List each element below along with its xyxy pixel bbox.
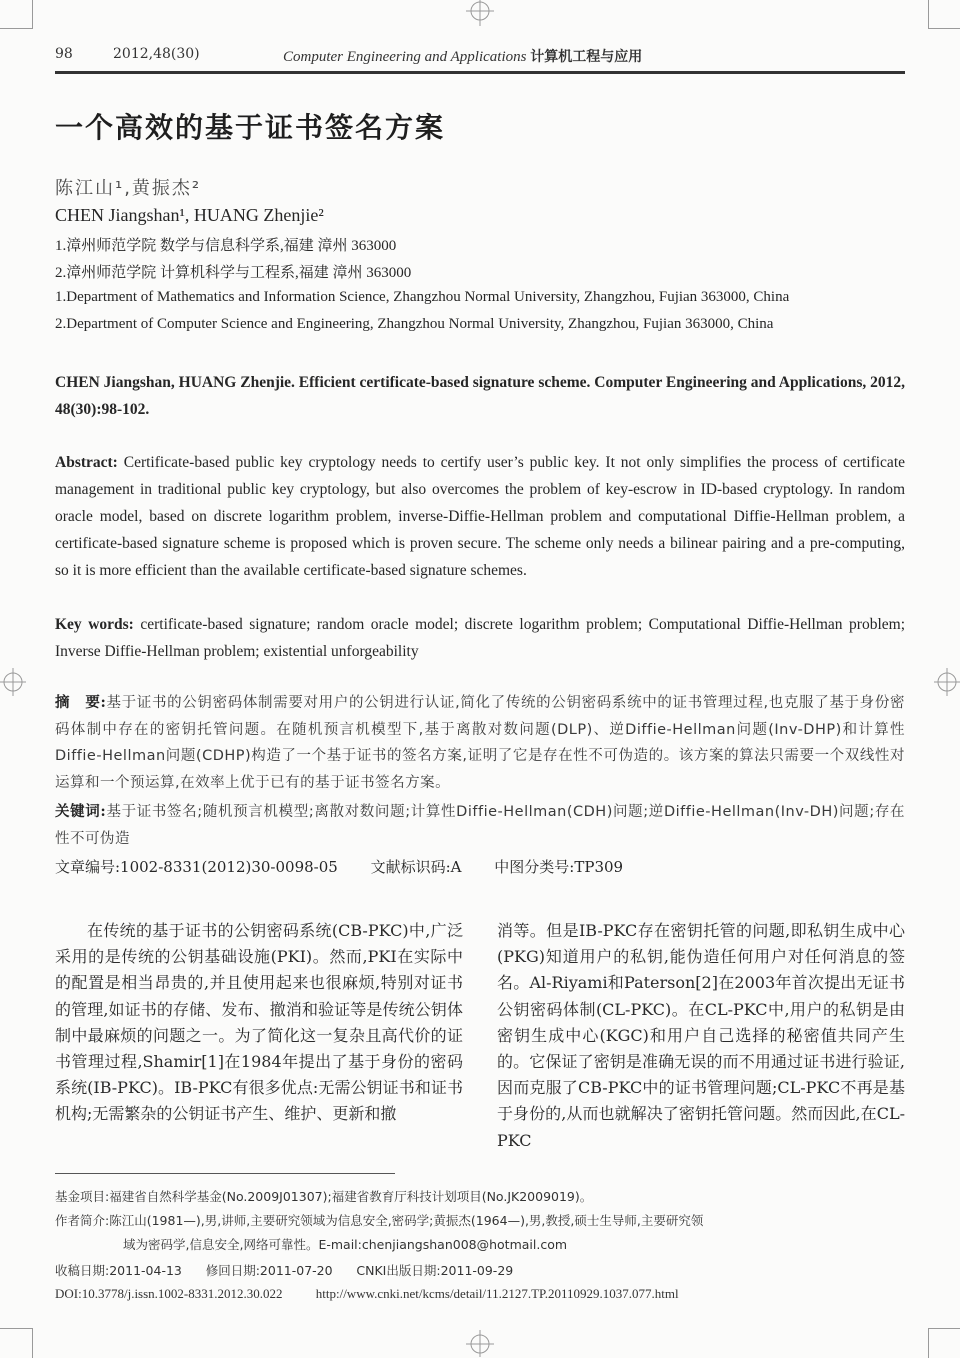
- footnote-rule: [55, 1173, 395, 1174]
- doi: DOI:10.3778/j.issn.1002-8331.2012.30.022: [55, 1286, 283, 1301]
- authors-cn: 陈江山¹,黄振杰²: [55, 178, 202, 199]
- header-rule: [55, 71, 905, 74]
- abstract-cn-text: 基于证书的公钥密码体制需要对用户的公钥进行认证,简化了传统的公钥密码系统中的证书管理过程,也克服了基于身份密码体制中存在的密钥托管问题。在随机预言机模型下,基于离散对数问题(DLP)、逆Diffie-Hellman问题(Inv-DHP)和计算性Diffie-Hellman问题(CDHP)构造了一个基于证书的签名方案,证明了它是存在性不可伪造的。该方案的算法只需要一个双线性对运算和一个预运算,在效率上优于已有的基于证书签名方案。: [55, 695, 905, 791]
- article-number: 文章编号:1002-8331(2012)30-0098-05: [55, 858, 338, 876]
- revised-date: 修回日期:2011-07-20: [205, 1263, 333, 1278]
- crop-mark: [928, 1328, 960, 1358]
- running-header: [55, 46, 905, 70]
- affiliation-cn-1: 1.漳州师范学院 数学与信息科学系,福建 漳州 363000: [55, 238, 397, 254]
- author-bio-line-2: 域为密码学,信息安全,网络可靠性。E-mail:chenjiangshan008@hotmail.com: [123, 1237, 568, 1252]
- keywords-text: certificate-based signature; random oracle model; discrete logarithm problem; Computational Diffie-Hellman problem; Inverse Diffie-Hellman problem; existential unforgeability: [55, 616, 906, 660]
- journal-name: [283, 46, 642, 66]
- citation: CHEN Jiangshan, HUANG Zhenjie. Efficient certificate-based signature scheme. Computer Engineering and Applications, 2012, 48(30):98-102.: [55, 374, 905, 418]
- crop-mark: [0, 1328, 33, 1358]
- affiliation-en-2: 2.Department of Computer Science and Engineering, Zhangzhou Normal University, Zhangzhou, Fujian 363000, China: [55, 316, 774, 332]
- journal-name-cn: 计算机工程与应用: [530, 49, 643, 65]
- author-bio-line-1: 作者简介:陈江山(1981—),男,讲师,主要研究领域为信息安全,密码学;黄振杰(1964—),男,教授,硕士生导师,主要研究领: [55, 1213, 704, 1228]
- footnote-author-bio: [55, 1209, 910, 1257]
- footnote-dates: [55, 1259, 910, 1283]
- authors-en: CHEN Jiangshan¹, HUANG Zhenjie²: [55, 205, 324, 225]
- registration-mark-icon: [460, 0, 500, 26]
- paper-title: 一个高效的基于证书签名方案: [55, 111, 446, 144]
- keywords-en: [55, 611, 905, 665]
- keywords-cn-label: 关键词:: [55, 803, 107, 820]
- footnote-fund: 基金项目:福建省自然科学基金(No.2009J01307);福建省教育厅科技计划项目(No.JK2009019)。: [55, 1189, 593, 1204]
- affiliation-en-1: 1.Department of Mathematics and Information Science, Zhangzhou Normal University, Zhangzhou, Fujian 363000, China: [55, 289, 790, 305]
- abstract-label: Abstract:: [55, 454, 118, 471]
- abstract-text: Certificate-based public key cryptology needs to certify user’s public key. It not only simplifies the process of certificate management in traditional public key cryptology, but also overcomes the problem of key-escrow in ID-based cryptology. In random oracle model, based on discrete logarithm problem, inverse-Diffie-Hellman problem and computational Diffie-Hellman problem, a certificate-based signature scheme is proposed which is proven secure. The scheme only needs a bilinear pairing and a pre-computing, so it is more efficient than the available certificate-based signature schemes.: [55, 454, 905, 579]
- crop-mark: [0, 0, 33, 29]
- affiliation-cn-2: 2.漳州师范学院 计算机科学与工程系,福建 漳州 363000: [55, 265, 412, 281]
- registration-mark-icon: [460, 1330, 500, 1357]
- journal-name-en: Computer Engineering and Applications: [283, 49, 527, 65]
- registration-mark-icon: [0, 662, 26, 702]
- document-code: 文献标识码:A: [370, 858, 462, 876]
- keywords-cn: [55, 799, 905, 852]
- cnki-date: CNKI出版日期:2011-09-29: [356, 1263, 514, 1278]
- abstract-cn-label: 摘 要:: [55, 694, 107, 711]
- received-date: 收稿日期:2011-04-13: [55, 1263, 182, 1278]
- abstract-cn: [55, 690, 905, 796]
- body-column-left: 在传统的基于证书的公钥密码系统(CB-PKC)中,广泛采用的是传统的公钥基础设施(PKI)。然而,PKI在实际中的配置是相当昂贵的,并且使用起来也很麻烦,特别对证书的管理,如证书的存储、发布、撤消和验证等是传统公钥体制中最麻烦的问题之一。为了简化这一复杂且高代价的证书管理过程,Shamir[1]在1984年提出了基于身份的密码系统(IB-PKC)。IB-PKC有很多优点:无需公钥证书和证书机构;无需繁杂的公钥证书产生、维护、更新和撤: [55, 921, 463, 1124]
- classification-number: 中图分类号:TP309: [494, 858, 624, 876]
- cnki-url[interactable]: http://www.cnki.net/kcms/detail/11.2127.TP.20110929.1037.077.html: [315, 1286, 679, 1301]
- keywords-label: Key words:: [55, 616, 134, 633]
- registration-mark-icon: [934, 662, 960, 702]
- page-number: 98: [55, 46, 73, 62]
- footnote-doi: [55, 1286, 709, 1302]
- issue-info: 2012,48(30): [113, 46, 200, 62]
- body-column-right: 消等。但是IB-PKC存在密钥托管的问题,即私钥生成中心(PKG)知道用户的私钥,能伪造任何用户对任何消息的签名。Al-Riyami和Paterson[2]在2003年首次提出无证书公钥密码体制(CL-PKC)。在CL-PKC中,用户的私钥是由密钥生成中心(KGC)和用户自己选择的秘密值共同产生的。它保证了密钥是准确无误的而不用通过证书进行验证,因而克服了CB-PKC中的证书管理问题;CL-PKC不再是基于身份的,从而也就解决了密钥托管问题。然而因此,在CL-PKC: [497, 921, 905, 1150]
- keywords-cn-text: 基于证书签名;随机预言机模型;离散对数问题;计算性Diffie-Hellman(CDH)问题;逆Diffie-Hellman(Inv-DH)问题;存在性不可伪造: [55, 804, 905, 847]
- abstract-en: [55, 449, 905, 584]
- crop-mark: [928, 0, 960, 29]
- article-identifiers: [55, 856, 651, 877]
